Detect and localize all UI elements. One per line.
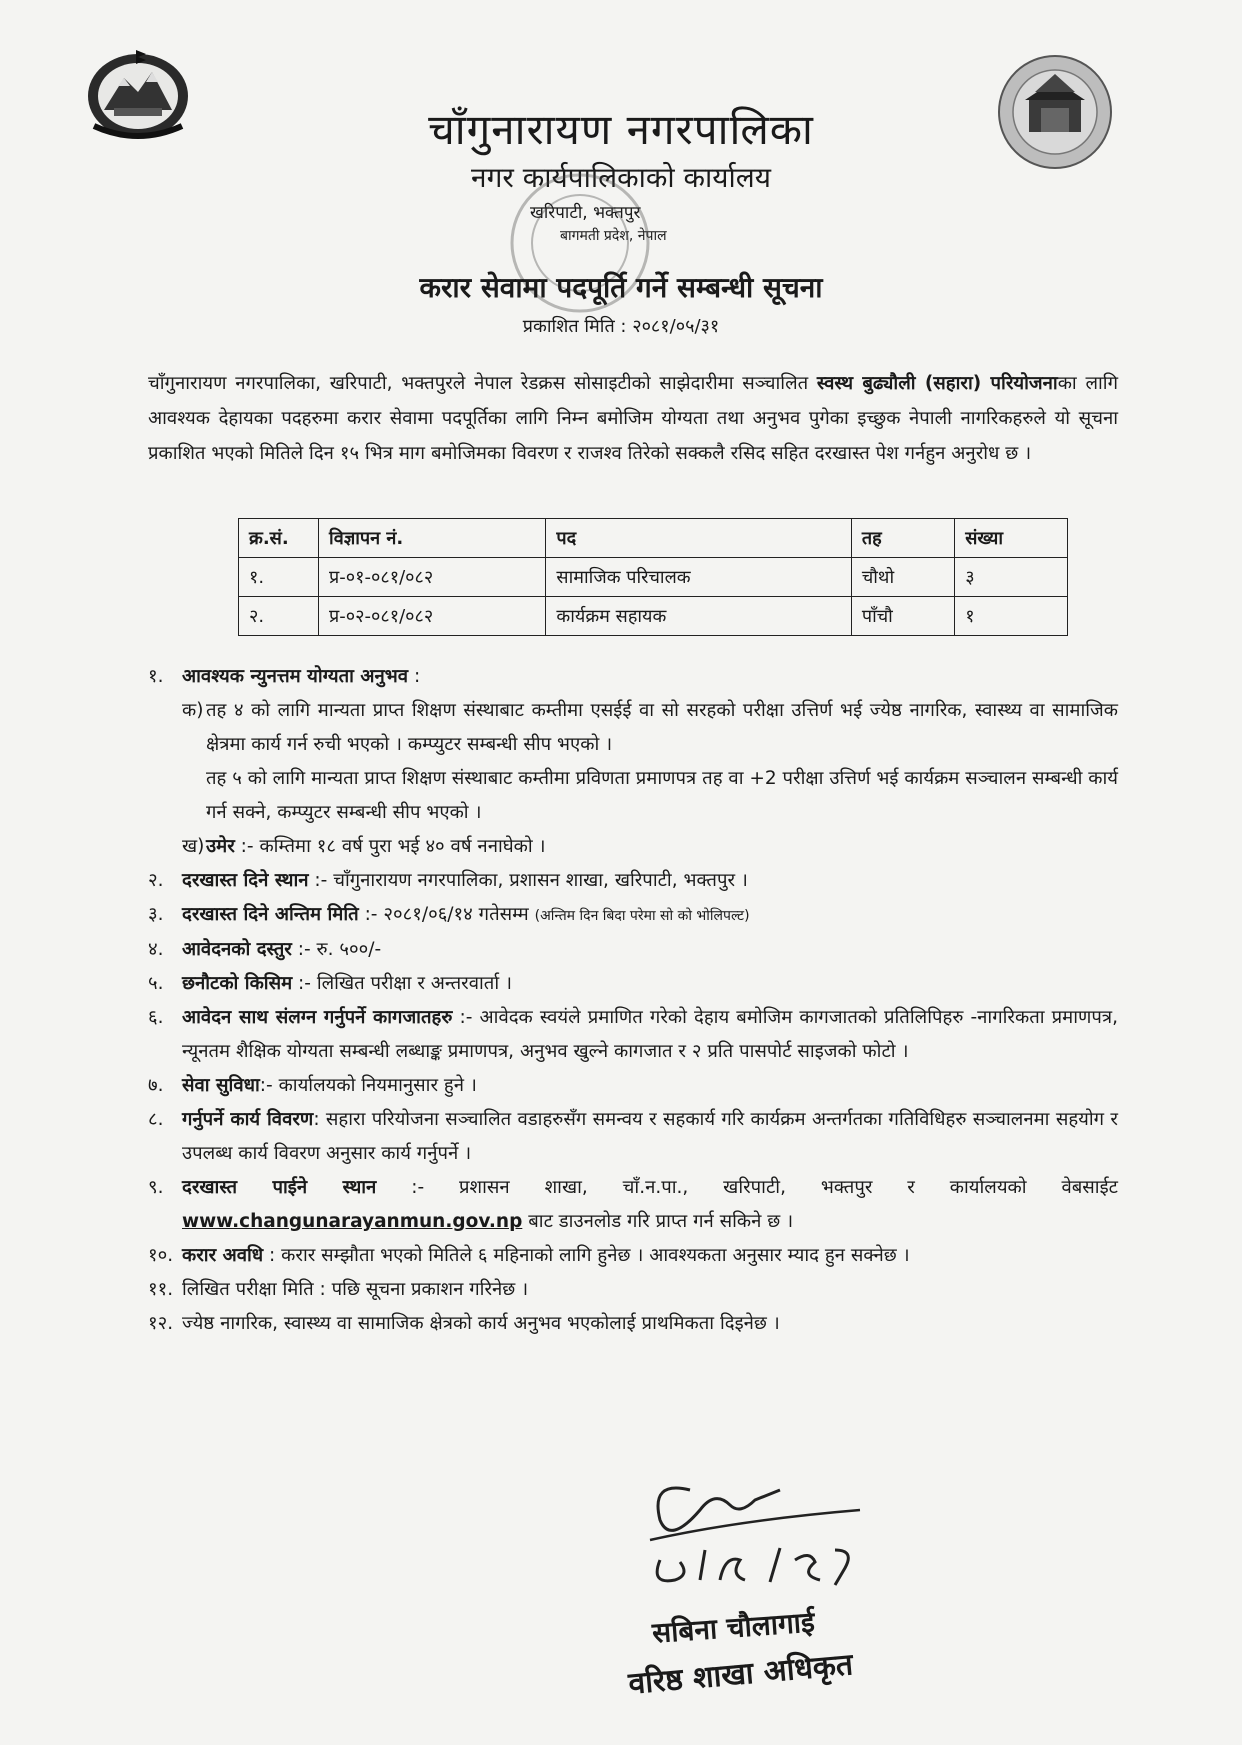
item-text: :- चाँगुनारायण नगरपालिका, प्रशासन शाखा, खरिपाटी, भक्तपुर । (308, 870, 748, 891)
list-item (148, 967, 1118, 1001)
header-count: संख्या (955, 519, 1068, 558)
item-text: ज्येष्ठ नागरिक, स्वास्थ्य वा सामाजिक क्षेत्रको कार्य अनुभव भएकोलाई प्राथमिकता दिइनेछ । (182, 1313, 780, 1334)
table-row (239, 558, 1068, 597)
list-subitem (148, 830, 1118, 864)
item-label: आवेदनको दस्तुर (182, 939, 292, 960)
cell-post: कार्यक्रम सहायक (546, 597, 851, 636)
item-number: ९. (148, 1177, 164, 1198)
requirements-list (148, 660, 1118, 1341)
item-number: ४. (148, 939, 164, 960)
item-label: आवेदन साथ संलग्न गर्नुपर्ने कागजातहरु (182, 1007, 453, 1028)
item-label: करार अवधि (182, 1245, 264, 1266)
item-number: ११. (148, 1279, 174, 1300)
list-item (148, 1239, 1118, 1273)
item-text: : करार सम्झौता भएको मितिले ६ महिनाको लागि हुनेछ । आवश्यकता अनुसार म्याद हुन सक्नेछ । (263, 1245, 910, 1266)
item-text: :- आवेदक स्वयंले प्रमाणित गरेको देहाय बमोजिम कागजातको प्रतिलिपिहरु -नागरिकता प्रमाणपत्र, न्यूनतम शैक्षिक योग्यता सम्बन्धी लब्धाङ्क प्रमाणपत्र, अनुभव खुल्ने कागजात र २ प्रति पासपोर्ट साइजको फोटो । (182, 1007, 1118, 1062)
item-number: ५. (148, 973, 164, 994)
item-text: :- २०८१/०६/१४ गतेसम्म (358, 904, 535, 925)
item-text: :- प्रशासन शाखा, चाँ.न.पा., खरिपाटी, भक्तपुर र कार्यालयको वेबसाईट (376, 1177, 1118, 1198)
item-label: दरखास्त दिने अन्तिम मिति (182, 904, 359, 925)
list-subitem (148, 694, 1118, 762)
item-label: सेवा सुविधा (182, 1075, 260, 1096)
item-number: ७. (148, 1075, 164, 1096)
item-label: गर्नुपर्ने कार्य विवरण (182, 1109, 314, 1130)
table-header-row (239, 519, 1068, 558)
item-text: : (408, 666, 421, 687)
cell-level: पाँचौ (851, 597, 954, 636)
subitem-number: ख) (182, 836, 205, 857)
vacancy-table (238, 518, 1068, 636)
office-name: नगर कार्यपालिकाको कार्यालय (471, 161, 771, 194)
subitem-text: :- कम्तिमा १८ वर्ष पुरा भई ४० वर्ष ननाघेको । (234, 836, 546, 857)
item-label: दरखास्त पाईने स्थान (182, 1177, 377, 1198)
published-date: प्रकाशित मिति : २०८१/०५/३१ (522, 316, 720, 337)
header-ad-number: विज्ञापन नं. (319, 519, 546, 558)
intro-text-2: का लागि आवश्यक देहायका पदहरुमा करार सेवामा पदपूर्तिका लागि निम्न बमोजिम योग्यता तथा अनुभव पुगेका इच्छुक नेपाली नागरिकहरुले यो सूचना प्रकाशित भएको मितिले दिन १५ भित्र माग बमोजिमका विवरण र राजश्व तिरेको सक्कलै रसिद सहित दरखास्त पेश गर्नहुन अनुरोध छ । (148, 373, 1119, 464)
list-item (148, 898, 1118, 933)
cell-serial: १. (239, 558, 319, 597)
list-item (148, 660, 1118, 694)
header-serial: क्र.सं. (239, 519, 319, 558)
cell-ad-number: प्र-०२-०८१/०८२ (319, 597, 546, 636)
item-text: :- लिखित परीक्षा र अन्तरवार्ता । (292, 973, 513, 994)
list-item (148, 864, 1118, 898)
address-line-1: खरिपाटी, भक्तपुर (530, 203, 641, 223)
website-link[interactable]: www.changunarayanmun.gov.np (182, 1211, 523, 1232)
list-item (148, 1103, 1118, 1171)
table-row (239, 597, 1068, 636)
item-text: बाट डाउनलोड गरि प्राप्त गर्न सकिने छ । (522, 1211, 794, 1232)
cell-level: चौथो (851, 558, 954, 597)
list-item (148, 1001, 1118, 1069)
cell-post: सामाजिक परिचालक (546, 558, 851, 597)
cell-ad-number: प्र-०१-०८१/०८२ (319, 558, 546, 597)
notice-title: करार सेवामा पदपूर्ति गर्ने सम्बन्धी सूचना (419, 271, 823, 304)
item-text: :- कार्यालयको नियमानुसार हुने । (259, 1075, 477, 1096)
subitem-text: तह ४ को लागि मान्यता प्राप्त शिक्षण संस्थाबाट कम्तीमा एसईई वा सो सरहको परीक्षा उत्तिर्ण भई ज्येष्ठ नागरिक, स्वास्थ्य वा सामाजिक क्षेत्रमा कार्य गर्न रुची भएको । कम्प्युटर सम्बन्धी सीप भएको । (206, 700, 1118, 755)
signatory-name: सबिना चौलागाई (651, 1605, 816, 1650)
cell-count: १ (955, 597, 1068, 636)
item-text: :- रु. ५००/- (291, 939, 382, 960)
subitem-number: क) (182, 700, 204, 721)
signatory-title: वरिष्ठ शाखा अधिकृत (627, 1647, 855, 1702)
item-number: १२. (148, 1313, 174, 1334)
list-item (148, 1171, 1118, 1239)
item-number: ८. (148, 1109, 164, 1130)
item-label: दरखास्त दिने स्थान (182, 870, 309, 891)
item-note: (अन्तिम दिन बिदा परेमा सो को भोलिपल्ट) (534, 908, 750, 924)
project-name: स्वस्थ बुढ्यौली (सहारा) परियोजना (816, 373, 1058, 394)
address-line-2: बागमती प्रदेश, नेपाल (560, 228, 667, 244)
list-item (148, 1273, 1118, 1307)
signature-icon (620, 1450, 880, 1610)
intro-paragraph (148, 366, 1118, 471)
intro-text-1: चाँगुनारायण नगरपालिका, खरिपाटी, भक्तपुरले नेपाल रेडक्रस सोसाइटीको साझेदारीमा सञ्चालित (148, 373, 817, 394)
subitem-label: उमेर (206, 836, 235, 857)
list-item (148, 1069, 1118, 1103)
cell-serial: २. (239, 597, 319, 636)
item-text: : सहारा परियोजना सञ्चालित वडाहरुसँग समन्वय र सहकार्य गरि कार्यक्रम अन्तर्गतका गतिविधिहरु सञ्चालनमा सहयोग र उपलब्ध कार्य विवरण अनुसार कार्य गर्नुपर्ने । (182, 1109, 1118, 1164)
item-number: ६. (148, 1007, 164, 1028)
item-label: छनौटको किसिम (182, 973, 293, 994)
cell-count: ३ (955, 558, 1068, 597)
item-number: १. (148, 666, 164, 687)
organization-name: चाँगुनारायण नगरपालिका (428, 105, 814, 154)
item-number: २. (148, 870, 164, 891)
header-post: पद (546, 519, 851, 558)
list-subitem-continued: तह ५ को लागि मान्यता प्राप्त शिक्षण संस्थाबाट कम्तीमा प्रविणता प्रमाणपत्र तह वा +2 परीक्षा उत्तिर्ण भई कार्यक्रम सञ्चालन सम्बन्धी कार्य गर्न सक्ने, कम्प्युटर सम्बन्धी सीप भएको । (206, 768, 1118, 823)
item-number: ३. (148, 904, 164, 925)
item-label: आवश्यक न्युनत्तम योग्यता अनुभव (182, 666, 409, 687)
item-text: लिखित परीक्षा मिति : पछि सूचना प्रकाशन गरिनेछ । (182, 1279, 529, 1300)
header-level: तह (851, 519, 954, 558)
list-item (148, 933, 1118, 967)
item-number: १०. (148, 1245, 174, 1266)
list-item (148, 1307, 1118, 1341)
